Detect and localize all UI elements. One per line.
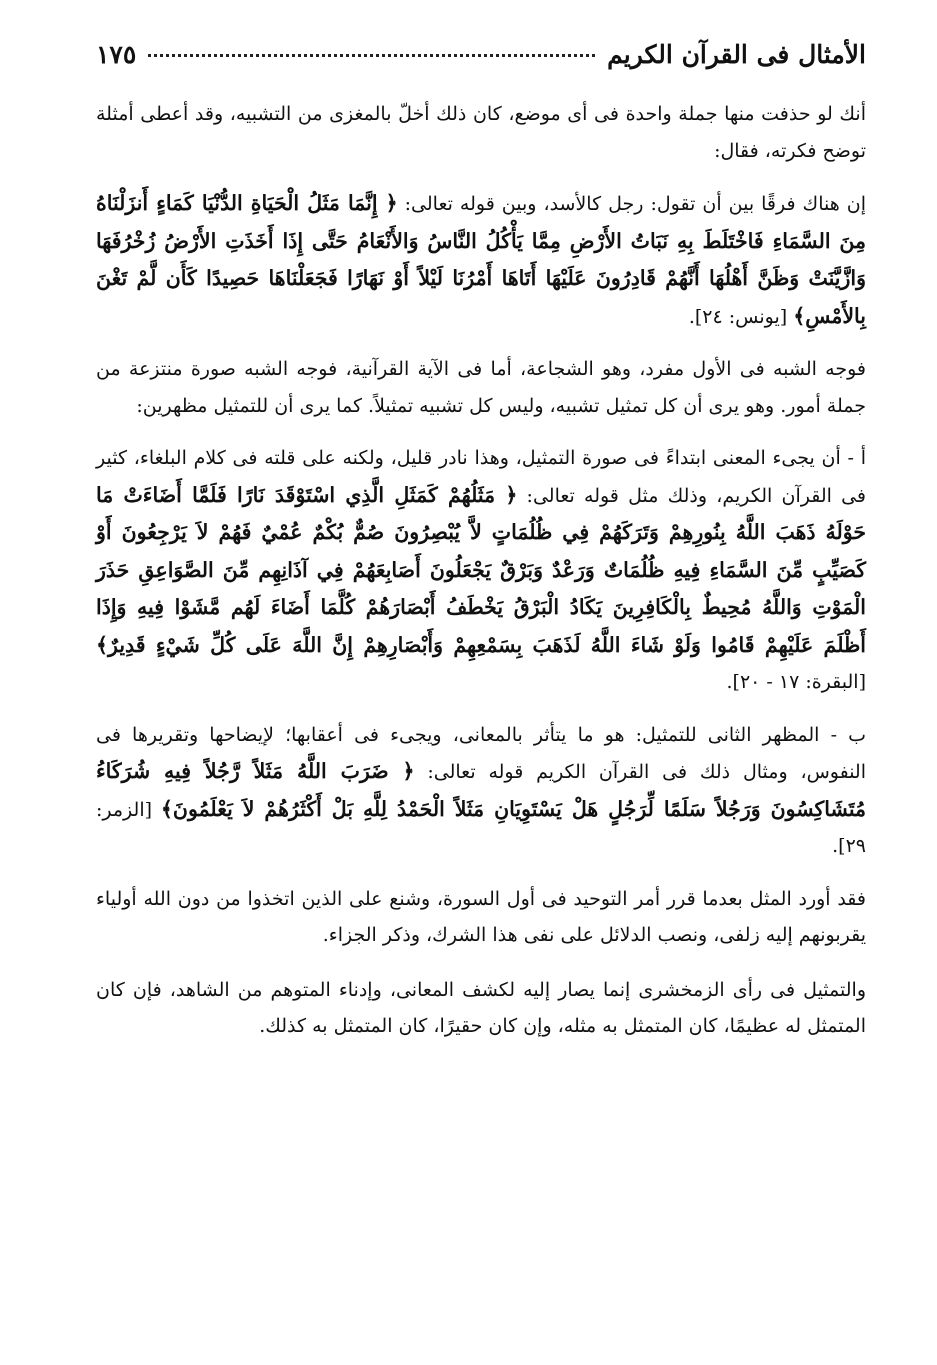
paragraph-intro xyxy=(96,96,866,169)
running-title: الأمثال فى القرآن الكريم xyxy=(607,40,866,69)
paragraph-simile-aspect xyxy=(96,351,866,424)
paragraph-second-aspect xyxy=(96,717,866,865)
paragraph-zamakhshari xyxy=(96,972,866,1045)
book-page xyxy=(96,40,866,1340)
page-number: ١٧٥ xyxy=(96,40,137,69)
body-text: والتمثيل فى رأى الزمخشرى إنما يصار إليه لكشف المعانى، وإدناء المتوهم من الشاهد، فإن كان المتمثل له عظيمًا، كان المتمثل به مثله، وإن كان حقيرًا، كان المتمثل به كذلك. xyxy=(96,978,866,1037)
quran-verse: ﴿ إِنَّمَا مَثَلُ الْحَيَاةِ الدُّنْيَا كَمَاءٍ أَنزَلْنَاهُ مِنَ السَّمَاءِ فَاخْتَلَطَ بِهِ نَبَاتُ الأَرْضِ مِمَّا يَأْكُلُ النَّاسُ وَالأَنْعَامُ حَتَّى إِذَا أَخَذَتِ الأَرْضُ زُخْرُفَهَا وَازَّيَّنَتْ وَظَنَّ أَهْلُهَا أَنَّهُمْ قَادِرُونَ عَلَيْهَا أَتَاهَا أَمْرُنَا لَيْلاً أَوْ نَهَارًا فَجَعَلْنَاهَا حَصِيدًا كَأَن لَّمْ تَغْنَ بِالأَمْسِ﴾ xyxy=(96,191,866,328)
paragraph-tawhid xyxy=(96,881,866,954)
body-text: ب - المظهر الثانى للتمثيل: هو ما يتأثر بالمعانى، ويجىء فى أعقابها؛ لإيضاحها وتقريرها فى النفوس، ومثال ذلك فى القرآن الكريم قوله تعالى: xyxy=(96,723,866,783)
verse-citation: [يونس: ٢٤]. xyxy=(688,305,794,328)
body-text: أنك لو حذفت منها جملة واحدة فى أى موضع، كان ذلك أخلّ بالمغزى من التشبيه، وقد أعطى أمثلة توضح فكرته، فقال: xyxy=(96,103,866,162)
quran-verse: ﴿ مَثَلُهُمْ كَمَثَلِ الَّذِي اسْتَوْقَدَ نَارًا فَلَمَّا أَضَاءَتْ مَا حَوْلَهُ ذَهَبَ اللَّهُ بِنُورِهِمْ وَتَرَكَهُمْ فِي ظُلُمَاتٍ لاَّ يُبْصِرُونَ صُمٌّ بُكْمٌ عُمْيٌ فَهُمْ لاَ يَرْجِعُونَ أَوْ كَصَيِّبٍ مِّنَ السَّمَاءِ فِيهِ ظُلُمَاتٌ وَرَعْدٌ وَبَرْقٌ يَجْعَلُونَ أَصَابِعَهُمْ فِي آذَانِهِم مِّنَ الصَّوَاعِقِ حَذَرَ الْمَوْتِ وَاللَّهُ مُحِيطٌ بِالْكَافِرِينَ يَكَادُ الْبَرْقُ يَخْطَفُ أَبْصَارَهُمْ كُلَّمَا أَضَاءَ لَهُم مَّشَوْا فِيهِ وَإِذَا أَظْلَمَ عَلَيْهِمْ قَامُوا وَلَوْ شَاءَ اللَّهُ لَذَهَبَ بِسَمْعِهِمْ وَأَبْصَارِهِمْ إِنَّ اللَّهَ عَلَى كُلِّ شَيْءٍ قَدِيرٌ﴾ xyxy=(96,482,867,657)
dot-leader xyxy=(148,54,595,57)
body-text: فقد أورد المثل بعدما قرر أمر التوحيد فى أول السورة، وشنع على الذين اتخذوا من دون الله أولياء يقربونهم إليه زلفى، ونصب الدلائل على نفى هذا الشرك، وذكر الجزاء. xyxy=(96,887,866,946)
paragraph-first-aspect xyxy=(96,440,866,701)
verse-citation: [الزمر: ٢٩]. xyxy=(96,798,866,857)
running-header xyxy=(96,40,866,96)
body-text: إن هناك فرقًا بين أن تقول: رجل كالأسد، وبين قوله تعالى: xyxy=(397,193,866,215)
quran-verse: ﴿ ضَرَبَ اللَّهُ مَثَلاً رَّجُلاً فِيهِ شُرَكَاءُ مُتَشَاكِسُونَ وَرَجُلاً سَلَمًا لِّرَجُلٍ هَلْ يَسْتَوِيَانِ مَثَلاً الْحَمْدُ لِلَّهِ بَلْ أَكْثَرُهُمْ لاَ يَعْلَمُونَ﴾ xyxy=(96,759,866,821)
paragraph-example-yunus xyxy=(96,185,866,335)
verse-citation: [البقرة: ١٧ - ٢٠]. xyxy=(726,671,866,693)
body-text: أ - أن يجىء المعنى ابتداءً فى صورة التمثيل، وهذا نادر قليل، ولكنه على قلته فى كلام البلغاء، كثير فى القرآن الكريم، وذلك مثل قوله تعالى: xyxy=(96,447,866,507)
body-text: فوجه الشبه فى الأول مفرد، وهو الشجاعة، أما فى الآية القرآنية، فوجه الشبه صورة منتزعة من جملة أمور. وهو يرى أن كل تمثيل تشبيه، وليس كل تشبيه تمثيلاً. كما يرى أن للتمثيل مظهرين: xyxy=(96,358,866,417)
